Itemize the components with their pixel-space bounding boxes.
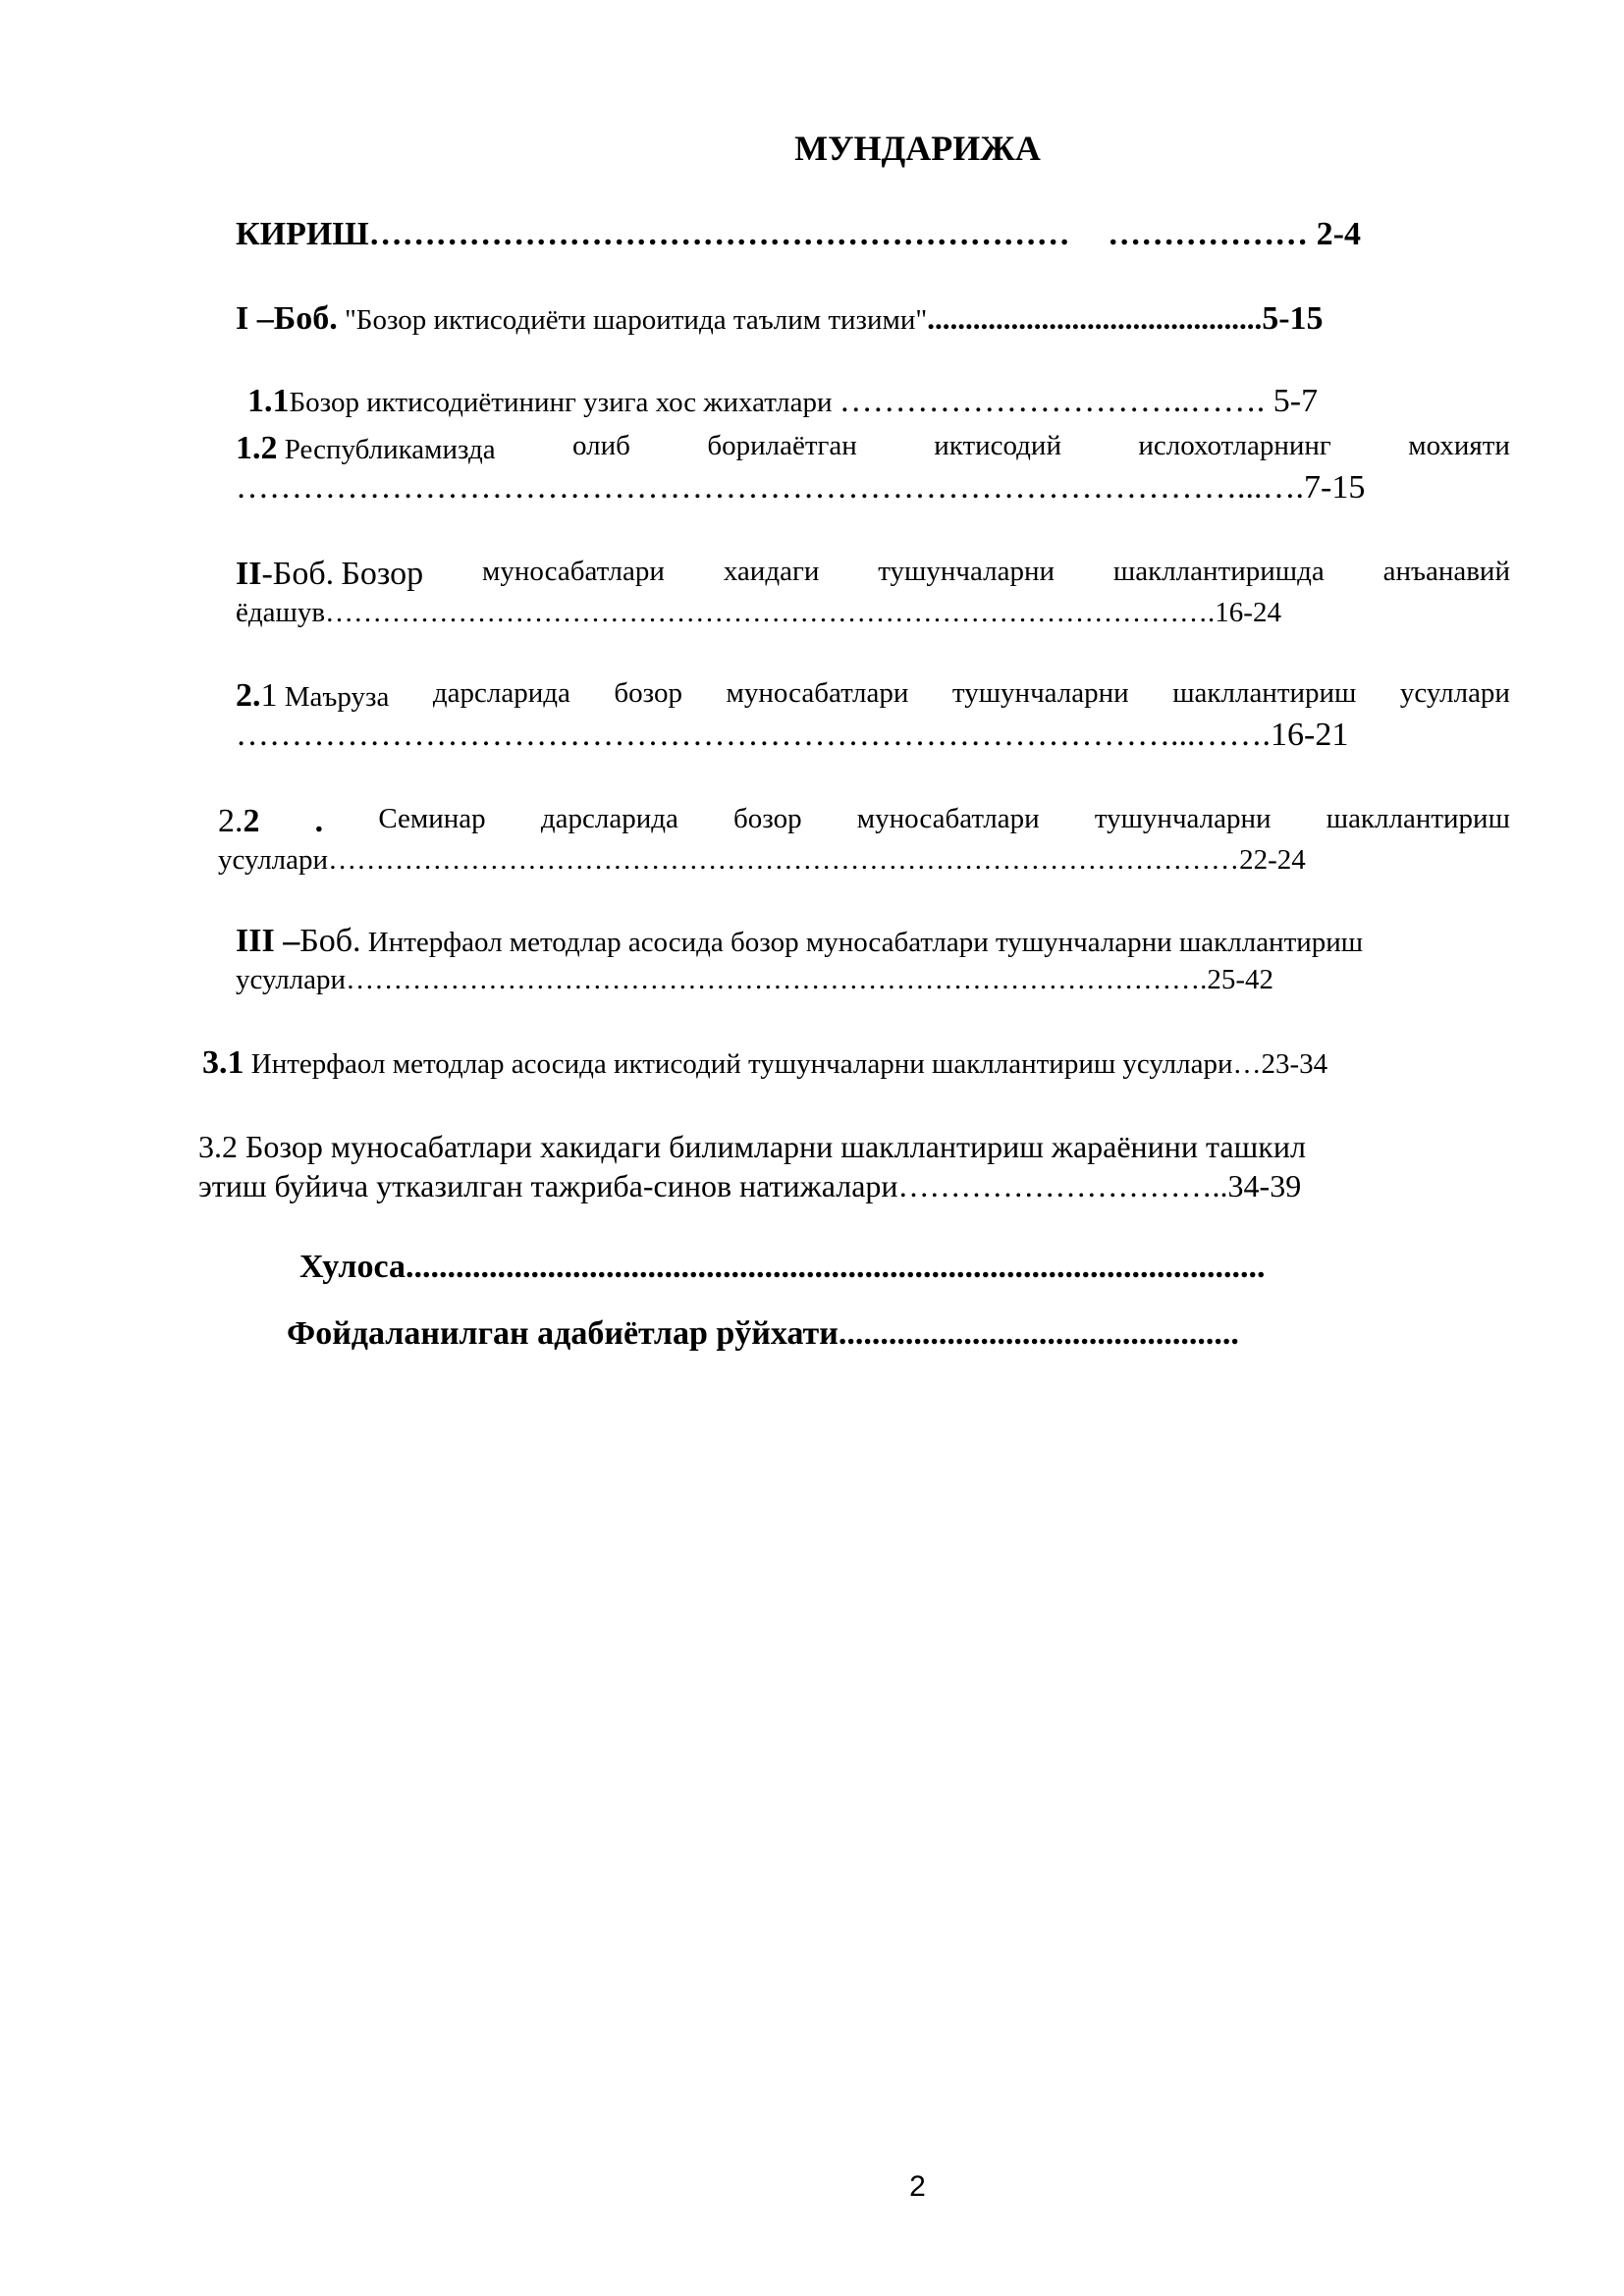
toc-ch3-line-2: усуллари bbox=[236, 964, 347, 995]
toc-entry-2-1-line-2 bbox=[236, 717, 1348, 754]
toc-entry-chapter-3-line-2 bbox=[236, 964, 1273, 996]
toc-ch1-title: "Бозор иктисодиёти шароитида таълим тизими" bbox=[337, 304, 928, 336]
toc-intro-pages: 2-4 bbox=[1316, 216, 1361, 252]
toc-entry-2-1 bbox=[236, 677, 1510, 715]
toc-ch2-number: II bbox=[236, 556, 262, 592]
toc-3-2-line-2: этиш буйича утказилган тажриба-синов натижалари bbox=[198, 1168, 898, 1203]
toc-1-2-word: Республикамизда bbox=[284, 434, 496, 465]
toc-1-2-word: иктисодий bbox=[934, 430, 1061, 461]
toc-ch2-word: муносабатлари bbox=[482, 556, 665, 587]
toc-ch1-pages: 5-15 bbox=[1262, 300, 1324, 337]
toc-entry-1-2-line-2 bbox=[236, 469, 1365, 507]
toc-2-2-number-2: 2 bbox=[243, 803, 260, 839]
toc-ch1-number: I –Боб. bbox=[236, 300, 338, 337]
toc-2-2-word: Семинар bbox=[378, 803, 486, 834]
toc-entry-1-1 bbox=[247, 383, 1318, 420]
toc-ch3-leader: ………………………………………………………………………………. bbox=[346, 964, 1208, 995]
toc-1-2-word: мохияти bbox=[1408, 430, 1510, 461]
toc-ch2-word: анъанавий bbox=[1382, 556, 1510, 587]
toc-3-1-leader: … bbox=[1232, 1048, 1262, 1080]
toc-3-1-pages: 23-34 bbox=[1261, 1048, 1328, 1080]
toc-3-1-title: Интерфаол методлар асосида иктисодий тушунчаларни шакллантириш усуллари bbox=[244, 1048, 1233, 1080]
toc-3-1-number: 3.1 bbox=[202, 1044, 244, 1081]
toc-ch2-pages: 16-24 bbox=[1215, 597, 1281, 628]
toc-entry-chapter-2 bbox=[236, 556, 1510, 593]
toc-3-2-pages: 34-39 bbox=[1227, 1168, 1302, 1203]
toc-2-2-word: бозор bbox=[733, 803, 802, 834]
page-title: МУНДАРИЖА bbox=[794, 129, 1041, 168]
toc-2-1-leader: …………………………………………………………………………...……. bbox=[236, 717, 1271, 753]
toc-1-1-number: 1.1 bbox=[247, 383, 290, 419]
toc-intro-label: КИРИШ bbox=[236, 216, 369, 252]
toc-2-2-pages: 22-24 bbox=[1239, 844, 1306, 876]
toc-2-2-word: дарсларида bbox=[540, 803, 678, 834]
toc-1-1-title: Бозор иктисодиётининг узига хос жихатлари bbox=[289, 387, 839, 418]
toc-2-1-word: муносабатлари bbox=[726, 677, 909, 709]
toc-references-label: Фойдаланилган адабиётлар рўйхати bbox=[287, 1315, 839, 1352]
toc-1-2-pages: 7-15 bbox=[1304, 469, 1366, 506]
toc-2-2-number: 2. bbox=[218, 803, 244, 839]
toc-ch3-prefix: Боб. bbox=[299, 923, 361, 959]
toc-1-2-leader: ………………………………………………………………………………...…. bbox=[236, 469, 1304, 506]
toc-entry-3-2-line-2 bbox=[198, 1168, 1301, 1204]
toc-ch2-line-2: ёдашув bbox=[236, 597, 326, 628]
toc-2-1-word: тушунчаларни bbox=[951, 677, 1129, 709]
page-number: 2 bbox=[909, 2170, 926, 2203]
toc-2-1-word: Маъруза bbox=[284, 681, 390, 713]
toc-ch2-prefix: -Боб. bbox=[261, 556, 335, 592]
toc-ch3-pages: 25-42 bbox=[1207, 964, 1273, 995]
toc-entry-2-2-line-2 bbox=[218, 844, 1306, 877]
toc-entry-references bbox=[287, 1315, 1239, 1353]
toc-entry-intro bbox=[236, 216, 1361, 253]
toc-1-2-word: ислохотларнинг bbox=[1138, 430, 1331, 461]
toc-ch2-word: шакллантиришда bbox=[1112, 556, 1325, 587]
toc-2-2-dot: . bbox=[314, 803, 324, 839]
toc-entry-3-2 bbox=[198, 1129, 1306, 1165]
toc-entry-chapter-3 bbox=[236, 923, 1363, 960]
toc-ch2-leader: …………………………………………………………………………………. bbox=[325, 597, 1216, 628]
toc-ch2-word: тушунчаларни bbox=[878, 556, 1056, 587]
toc-ch1-leader: ............................................ bbox=[927, 301, 1263, 336]
toc-intro-leader-2: ……………… bbox=[1108, 216, 1309, 252]
toc-2-1-pages: 16-21 bbox=[1271, 717, 1349, 753]
toc-1-1-pages: 5-7 bbox=[1272, 383, 1319, 419]
toc-entry-chapter-2-line-2 bbox=[236, 597, 1281, 629]
toc-ch3-title: Интерфаол методлар асосида бозор муносабатлари тушунчаларни шакллантириш bbox=[360, 927, 1364, 958]
toc-entry-1-2 bbox=[236, 430, 1510, 467]
toc-conclusion-label: Хулоса bbox=[299, 1249, 406, 1285]
toc-3-2-line-1: 3.2 Бозор муносабатлари хакидаги билимларни шакллантириш жараёнини ташкил bbox=[198, 1129, 1306, 1164]
toc-ch3-number: III – bbox=[236, 923, 300, 959]
toc-2-1-word: бозор bbox=[614, 677, 682, 709]
toc-entry-chapter-1 bbox=[236, 300, 1324, 338]
toc-2-2-leader: …………………………………………………………………………………… bbox=[328, 844, 1240, 876]
toc-1-2-number: 1.2 bbox=[236, 430, 278, 466]
toc-1-2-word: олиб bbox=[572, 430, 630, 461]
toc-2-2-word: муносабатлари bbox=[856, 803, 1040, 834]
toc-2-1-word: усуллари bbox=[1399, 677, 1510, 709]
toc-2-1-word: шакллантириш bbox=[1172, 677, 1357, 709]
toc-conclusion-leader: ....................................................................................................... bbox=[406, 1249, 1266, 1285]
toc-2-1-word: дарсларида bbox=[432, 677, 570, 709]
toc-ch2-word: Бозор bbox=[341, 556, 424, 592]
toc-1-1-leader: …………………………..……. bbox=[839, 383, 1273, 419]
toc-2-2-line-2: усуллари bbox=[218, 844, 329, 876]
toc-2-2-word: шакллантириш bbox=[1326, 803, 1510, 834]
toc-3-2-leader: ………………………….. bbox=[897, 1168, 1228, 1203]
toc-entry-conclusion bbox=[299, 1249, 1266, 1286]
toc-references-leader: ................................................ bbox=[838, 1315, 1239, 1352]
toc-entry-3-1 bbox=[202, 1044, 1327, 1082]
toc-entry-2-2 bbox=[218, 803, 1510, 840]
toc-ch2-word: хаидаги bbox=[723, 556, 820, 587]
toc-2-1-number: 2. bbox=[236, 677, 261, 714]
toc-1-2-word: борилаётган bbox=[707, 430, 857, 461]
toc-2-2-word: тушунчаларни bbox=[1094, 803, 1272, 834]
toc-2-1-number-2: 1 bbox=[260, 677, 278, 714]
toc-intro-leader: ……………………………………………………… bbox=[368, 216, 1079, 252]
